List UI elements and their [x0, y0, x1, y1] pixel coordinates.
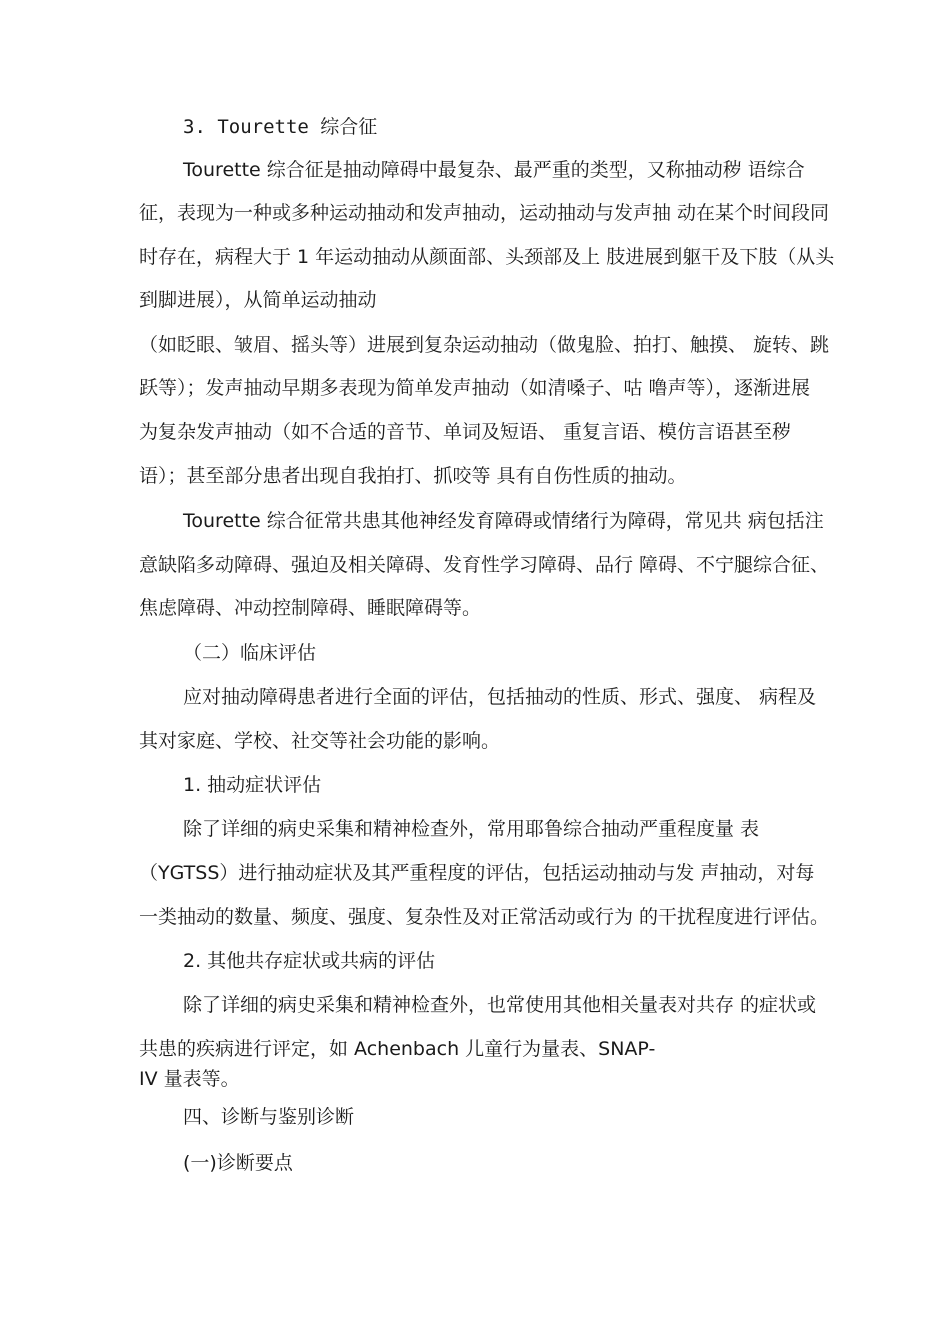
paragraph-line: 时存在，病程大于 1 年运动抽动从颜面部、头颈部及上 肢进展到躯干及下肢（从头: [139, 246, 835, 268]
paragraph-line: 到脚进展），从简单运动抽动: [139, 289, 377, 311]
paragraph-line: 征，表现为一种或多种运动抽动和发声抽动，运动抽动与发声抽 动在某个时间段同: [139, 202, 830, 224]
paragraph-line: （YGTSS）进行抽动症状及其严重程度的评估，包括运动抽动与发 声抽动，对每: [139, 862, 815, 884]
paragraph-line: 跃等）；发声抽动早期多表现为简单发声抽动（如清嗓子、咕 噜声等），逐渐进展: [139, 377, 811, 399]
paragraph-line: 共患的疾病进行评定，如 Achenbach 儿童行为量表、SNAP-: [139, 1038, 656, 1060]
paragraph-line: 焦虑障碍、冲动控制障碍、睡眠障碍等。: [139, 597, 482, 619]
section-heading-diagnosis: 四、诊断与鉴别诊断: [183, 1106, 355, 1128]
paragraph-line: （如眨眼、皱眉、摇头等）进展到复杂运动抽动（做鬼脸、拍打、触摸、 旋转、跳: [139, 334, 830, 356]
subsection-heading-comorbidity-assessment: 2. 其他共存症状或共病的评估: [183, 950, 436, 972]
paragraph-line: Tourette 综合征常共患其他神经发育障碍或情绪行为障碍，常见共 病包括注: [183, 510, 824, 532]
paragraph-line: 除了详细的病史采集和精神检查外，也常使用其他相关量表对共存 的症状或: [183, 994, 817, 1016]
section-heading-tourette: 3. Tourette 综合征: [183, 116, 378, 138]
paragraph-line: 应对抽动障碍患者进行全面的评估，包括抽动的性质、形式、强度、 病程及: [183, 686, 817, 708]
paragraph-line: 意缺陷多动障碍、强迫及相关障碍、发育性学习障碍、品行 障碍、不宁腿综合征、: [139, 554, 830, 576]
paragraph-line: IV 量表等。: [139, 1068, 240, 1090]
paragraph-line: 除了详细的病史采集和精神检查外，常用耶鲁综合抽动严重程度量 表: [183, 818, 760, 840]
paragraph-line: 其对家庭、学校、社交等社会功能的影响。: [139, 730, 501, 752]
section-heading-clinical-assessment: （二）临床评估: [183, 642, 317, 664]
paragraph-line: 为复杂发声抽动（如不合适的音节、单词及短语、 重复言语、模仿言语甚至秽: [139, 421, 792, 443]
paragraph-line: Tourette 综合征是抽动障碍中最复杂、最严重的类型，又称抽动秽 语综合: [183, 159, 805, 181]
subsection-heading-diagnosis-points: (一)诊断要点: [183, 1152, 293, 1174]
subsection-heading-tic-assessment: 1. 抽动症状评估: [183, 774, 322, 796]
paragraph-line: 语）；甚至部分患者出现自我拍打、抓咬等 具有自伤性质的抽动。: [139, 465, 687, 487]
paragraph-line: 一类抽动的数量、频度、强度、复杂性及对正常活动或行为 的干扰程度进行评估。: [139, 906, 830, 928]
